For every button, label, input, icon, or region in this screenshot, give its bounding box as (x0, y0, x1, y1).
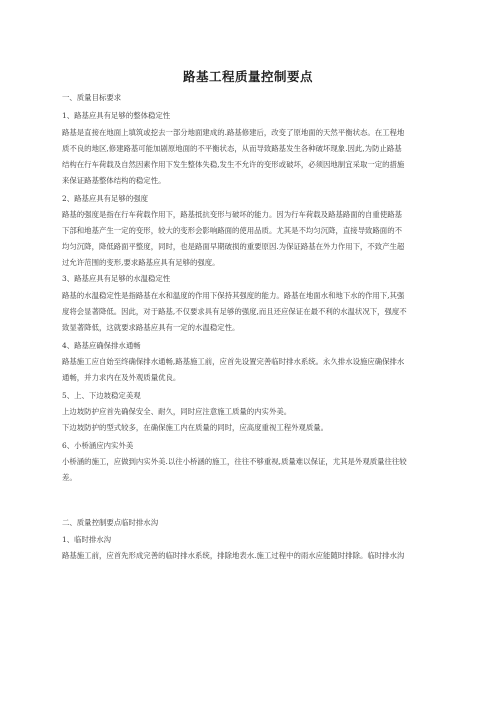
text-line: 结构在行车荷载及自然因素作用下发生整体失稳,发生不允许的变形或破坏，必须因地制宜采取一定的措施 (62, 160, 405, 169)
text-line: 6、小桥涵应内实外美 (62, 441, 134, 450)
page-title: 路基工程质量控制要点 (182, 69, 313, 84)
text-line: 路基的水温稳定性是指路基在水和温度的作用下保持其强度的能力。路基在地面水和地下水的作用下,其强 (62, 291, 405, 300)
text-line: 小桥涵的施工，应做到内实外美.以往小桥涵的施工，往往不够重视,质量难以保证，尤其是外观质量往往较 (62, 457, 407, 466)
text-line: 二、质量控制要点临时排水沟 (62, 518, 159, 527)
text-line: 路基施工前，应首先形成完善的临时排水系统，排除地表水.施工过程中的雨水应能随时排除。临时排水沟 (62, 551, 405, 560)
text-line: 2、路基应具有足够的强度 (62, 194, 149, 203)
text-line: 一、质量目标要求 (62, 93, 122, 102)
text-line: 上边坡防护应首先确保安全、耐久，同时应注意施工质量的内实外美。 (62, 407, 292, 416)
text-line: 下边坡防护的型式较多，在确保施工内在质量的同时，应高度重视工程外观质量。 (62, 423, 329, 432)
text-line: 路基是直接在地面上填筑或挖去一部分地面建成的.路基修建后，改变了原地面的天然平衡状态。在工程地 (62, 128, 405, 137)
text-line: 路基的强度是指在行车荷载作用下，路基抵抗变形与破坏的能力。因为行车荷载及路基路面的自重使路基 (62, 210, 402, 219)
text-line: 均匀沉降，降低路面平整度，同时，也是路面早期破损的重要原因.为保证路基在外力作用下，不致产生超 (62, 242, 405, 251)
text-line: 过允许范围的变形,要求路基应具有足够的强度。 (62, 258, 220, 267)
text-line: 度将会显著降低。因此，对于路基,不仅要求具有足够的强度,而且还应保证在最不利的水温状况下，强度不 (62, 307, 407, 316)
text-line: 路基施工应自始至终确保排水通畅,路基施工前，应首先设置完善临时排水系统。永久排水设施应确保排水 (62, 357, 405, 366)
text-line: 来保证路基整体结构的稳定性。 (62, 176, 166, 185)
text-line: 3、路基应具有足够的水温稳定性 (62, 274, 171, 283)
text-line: 致显著降低，这就要求路基应具有一定的水温稳定性。 (62, 323, 240, 332)
text-line: 差。 (62, 473, 77, 482)
text-line: 4、路基应确保排水通畅 (62, 341, 141, 350)
text-line: 5、上、下边坡稳定美观 (62, 391, 141, 400)
text-line: 质不良的地区,修建路基可能加剧原地面的不平衡状态，从而导致路基发生各种破坏现象.因此,为防止路基 (62, 144, 402, 153)
text-line: 1、路基应具有足够的整体稳定性 (62, 111, 171, 120)
text-line: 1、临时排水沟 (62, 535, 112, 544)
text-line: 通畅，并力求内在及外观质量优良。 (62, 373, 181, 382)
text-line: 下部和地基产生一定的变形，较大的变形会影响路面的使用品质。尤其是不均匀沉降，直接导致路面的不 (62, 226, 402, 235)
